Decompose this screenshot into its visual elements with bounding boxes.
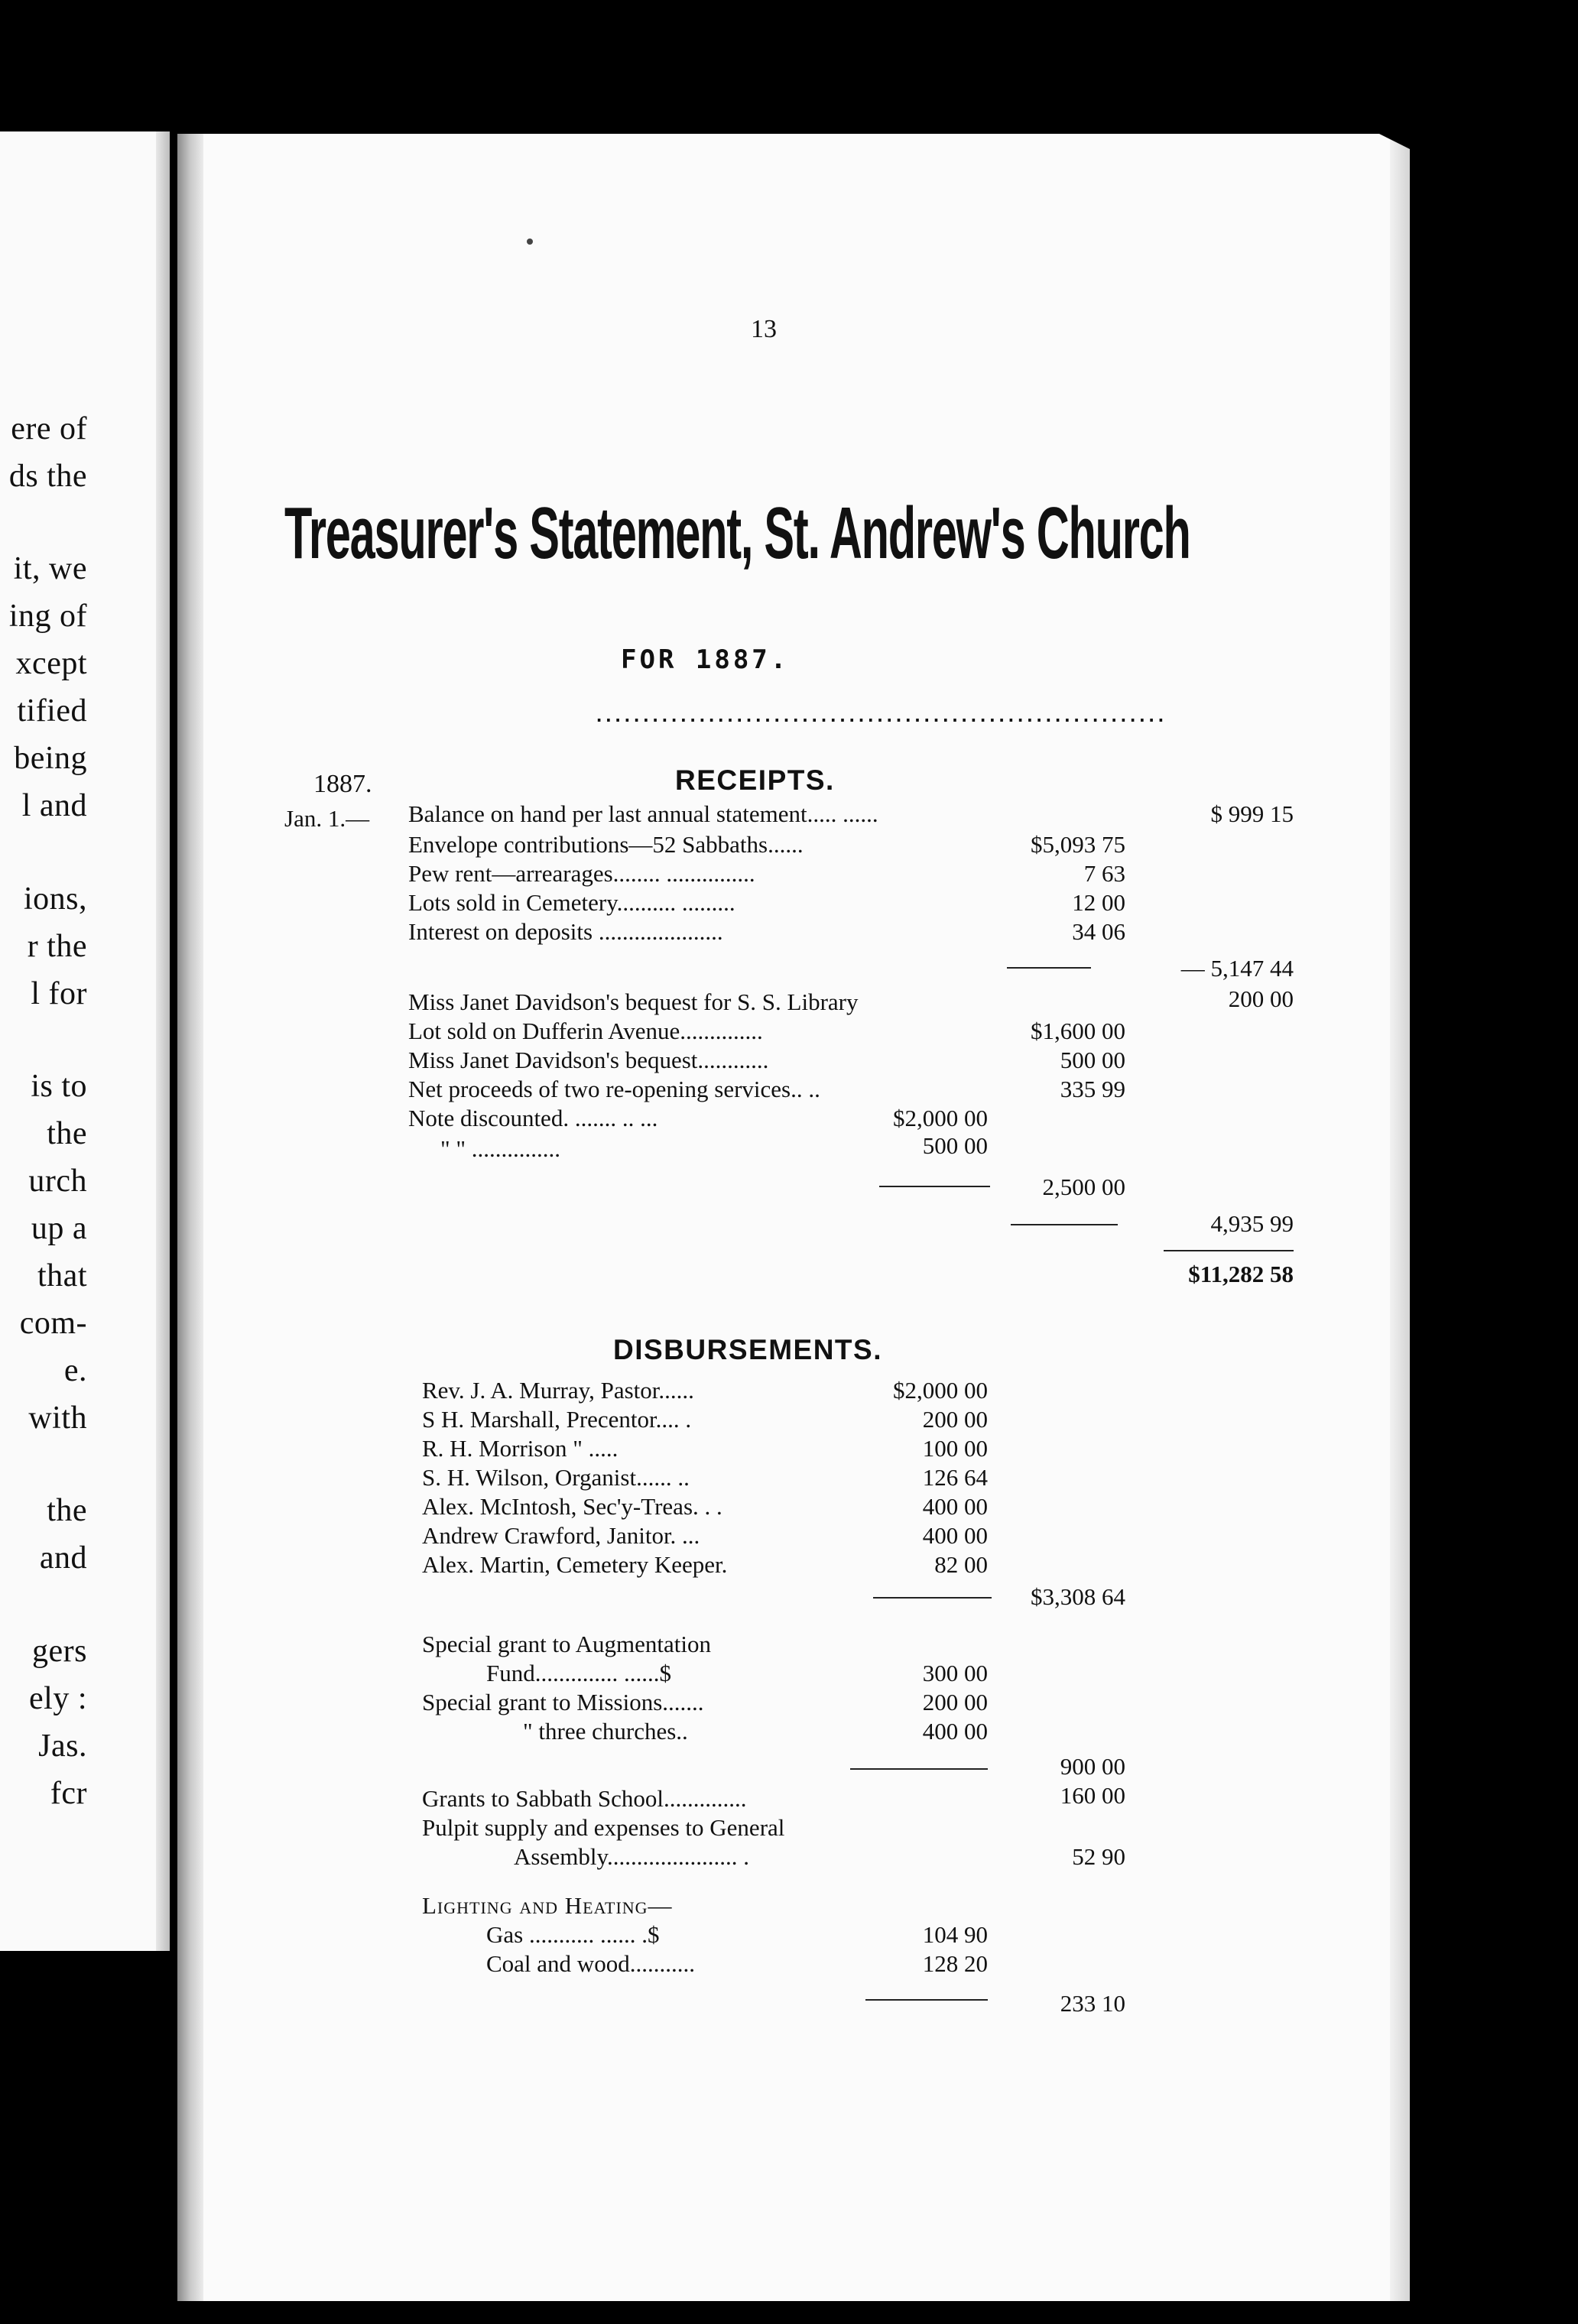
receipts-year: 1887. <box>313 770 372 798</box>
left-page-line: tified <box>17 693 87 729</box>
page-gutter <box>156 131 170 1951</box>
disbursement-label: Alex. Martin, Cemetery Keeper. <box>422 1551 728 1578</box>
left-page-line: Jas. <box>38 1728 87 1764</box>
disbursement-amount: 160 00 <box>1060 1782 1125 1809</box>
disbursement-amount: 82 00 <box>934 1551 988 1578</box>
receipt-subtotal: — 5,147 44 <box>1180 955 1294 982</box>
left-page-line: being <box>14 741 87 776</box>
left-page-fragment <box>0 131 170 1951</box>
disbursement-amount: 128 20 <box>922 1950 988 1977</box>
lighting-heading: Lighting and Heating— <box>422 1892 673 1919</box>
left-page-line: up a <box>31 1211 87 1246</box>
left-page-line: r the <box>27 929 87 964</box>
receipt-amount: 34 06 <box>1072 918 1125 945</box>
receipt-amount: 335 99 <box>1060 1076 1125 1102</box>
lighting-total: 233 10 <box>1060 1990 1125 2017</box>
disbursement-amount: 200 00 <box>922 1406 988 1433</box>
left-page-line: ions, <box>23 881 87 917</box>
disbursement-amount: 126 64 <box>922 1464 988 1491</box>
left-page-line: urch <box>28 1164 87 1199</box>
disbursement-amount: 100 00 <box>922 1435 988 1462</box>
subtotal-rule <box>1011 1224 1118 1225</box>
receipt-total: $ 999 15 <box>1210 800 1294 827</box>
disbursement-label: Alex. McIntosh, Sec'y-Treas. . . <box>422 1493 722 1520</box>
receipt-label: " " ............... <box>440 1135 561 1162</box>
left-page-line: it, we <box>13 551 87 586</box>
left-page-line: that <box>37 1258 87 1293</box>
left-page-line: ely : <box>29 1681 87 1716</box>
left-page-line: l and <box>21 788 87 823</box>
left-page-line: the <box>47 1116 87 1151</box>
receipt-label: Net proceeds of two re-opening services.. .. <box>408 1076 820 1102</box>
receipt-total: 200 00 <box>1228 985 1294 1012</box>
left-page-line: gers <box>32 1634 87 1669</box>
disbursement-label: Special grant to Missions....... <box>422 1689 704 1715</box>
left-page-line: with <box>28 1401 87 1436</box>
note-amount: 500 00 <box>922 1132 988 1159</box>
note-amount: $2,000 00 <box>893 1105 988 1131</box>
receipt-label: Envelope contributions—52 Sabbaths...... <box>408 831 804 858</box>
left-page-line: and <box>39 1540 87 1576</box>
left-page-line: the <box>47 1493 87 1528</box>
disbursement-amount: 300 00 <box>922 1660 988 1686</box>
disbursement-amount: $2,000 00 <box>893 1377 988 1404</box>
receipt-subtotal: 4,935 99 <box>1210 1210 1294 1237</box>
disbursement-amount: 200 00 <box>922 1689 988 1715</box>
receipt-label: Lot sold on Dufferin Avenue.............. <box>408 1018 763 1044</box>
left-page-line: e. <box>63 1353 87 1388</box>
disbursement-label: S H. Marshall, Precentor.... . <box>422 1406 692 1433</box>
note-subtotal: 2,500 00 <box>1042 1173 1125 1200</box>
salaries-total: $3,308 64 <box>1031 1583 1125 1610</box>
page-edge <box>1390 134 1410 2301</box>
disbursement-label: Assembly...................... . <box>514 1843 749 1870</box>
left-page-line: ds the <box>8 459 87 494</box>
left-page-line: fcr <box>50 1776 87 1811</box>
disbursement-amount: 400 00 <box>922 1522 988 1549</box>
left-page-line: l for <box>31 976 87 1011</box>
receipts-date: Jan. 1.— <box>284 805 370 832</box>
page-spine-shadow <box>177 134 203 2301</box>
grants-total: 900 00 <box>1060 1753 1125 1780</box>
decorative-rule: ............................................................. <box>594 707 1165 726</box>
subtotal-rule <box>865 1999 988 2001</box>
disbursement-label: S. H. Wilson, Organist...... .. <box>422 1464 690 1491</box>
receipts-heading: RECEIPTS. <box>675 764 835 796</box>
left-page-line: ere of <box>11 411 87 446</box>
receipt-label: Pew rent—arrearages........ ............... <box>408 860 755 887</box>
left-page-line: com- <box>19 1306 87 1341</box>
receipt-amount: $5,093 75 <box>1031 831 1125 858</box>
disbursement-label: " three churches.. <box>523 1718 688 1745</box>
page-subtitle: FOR 1887. <box>621 644 790 675</box>
disbursement-label: Gas ........... ...... .$ <box>486 1921 660 1948</box>
disbursement-amount: 400 00 <box>922 1718 988 1745</box>
disbursement-label: Special grant to Augmentation <box>422 1631 711 1657</box>
receipt-label: Note discounted. ....... .. ... <box>408 1105 658 1131</box>
left-page-line: is to <box>31 1069 87 1104</box>
receipt-amount: 500 00 <box>1060 1047 1125 1073</box>
receipts-grand-total: $11,282 58 <box>1188 1261 1294 1287</box>
receipt-amount: 12 00 <box>1072 889 1125 916</box>
disbursement-amount: 104 90 <box>922 1921 988 1948</box>
receipt-label: Interest on deposits ..................... <box>408 918 723 945</box>
left-page-line: xcept <box>15 646 87 681</box>
disbursement-label: Coal and wood........... <box>486 1950 695 1977</box>
disbursement-label: R. H. Morrison " ..... <box>422 1435 619 1462</box>
disbursement-label: Fund.............. ......$ <box>486 1660 671 1686</box>
subtotal-rule <box>879 1186 990 1187</box>
disbursement-label: Rev. J. A. Murray, Pastor...... <box>422 1377 694 1404</box>
subtotal-rule <box>850 1768 988 1770</box>
disbursement-amount: 400 00 <box>922 1493 988 1520</box>
right-page <box>177 134 1410 2301</box>
page-number: 13 <box>751 315 777 343</box>
ink-speck <box>527 239 533 245</box>
left-page-line: ing of <box>8 599 87 634</box>
receipt-label: Balance on hand per last annual statement..... ...... <box>408 800 878 827</box>
receipt-amount: 7 63 <box>1083 860 1125 887</box>
receipt-label: Lots sold in Cemetery.......... ......... <box>408 889 735 916</box>
receipt-amount: $1,600 00 <box>1031 1018 1125 1044</box>
disbursement-label: Grants to Sabbath School.............. <box>422 1785 747 1812</box>
receipt-label: Miss Janet Davidson's bequest for S. S. Library <box>408 988 859 1015</box>
disbursement-amount: 52 90 <box>1072 1843 1125 1870</box>
disbursement-label: Andrew Crawford, Janitor. ... <box>422 1522 700 1549</box>
subtotal-rule <box>1007 967 1091 969</box>
disbursements-heading: DISBURSEMENTS. <box>613 1334 882 1365</box>
receipt-label: Miss Janet Davidson's bequest............ <box>408 1047 769 1073</box>
total-rule <box>1164 1250 1294 1251</box>
disbursement-label: Pulpit supply and expenses to General <box>422 1814 785 1841</box>
page-title: Treasurer's Statement, St. Andrew's Church <box>284 492 1190 574</box>
